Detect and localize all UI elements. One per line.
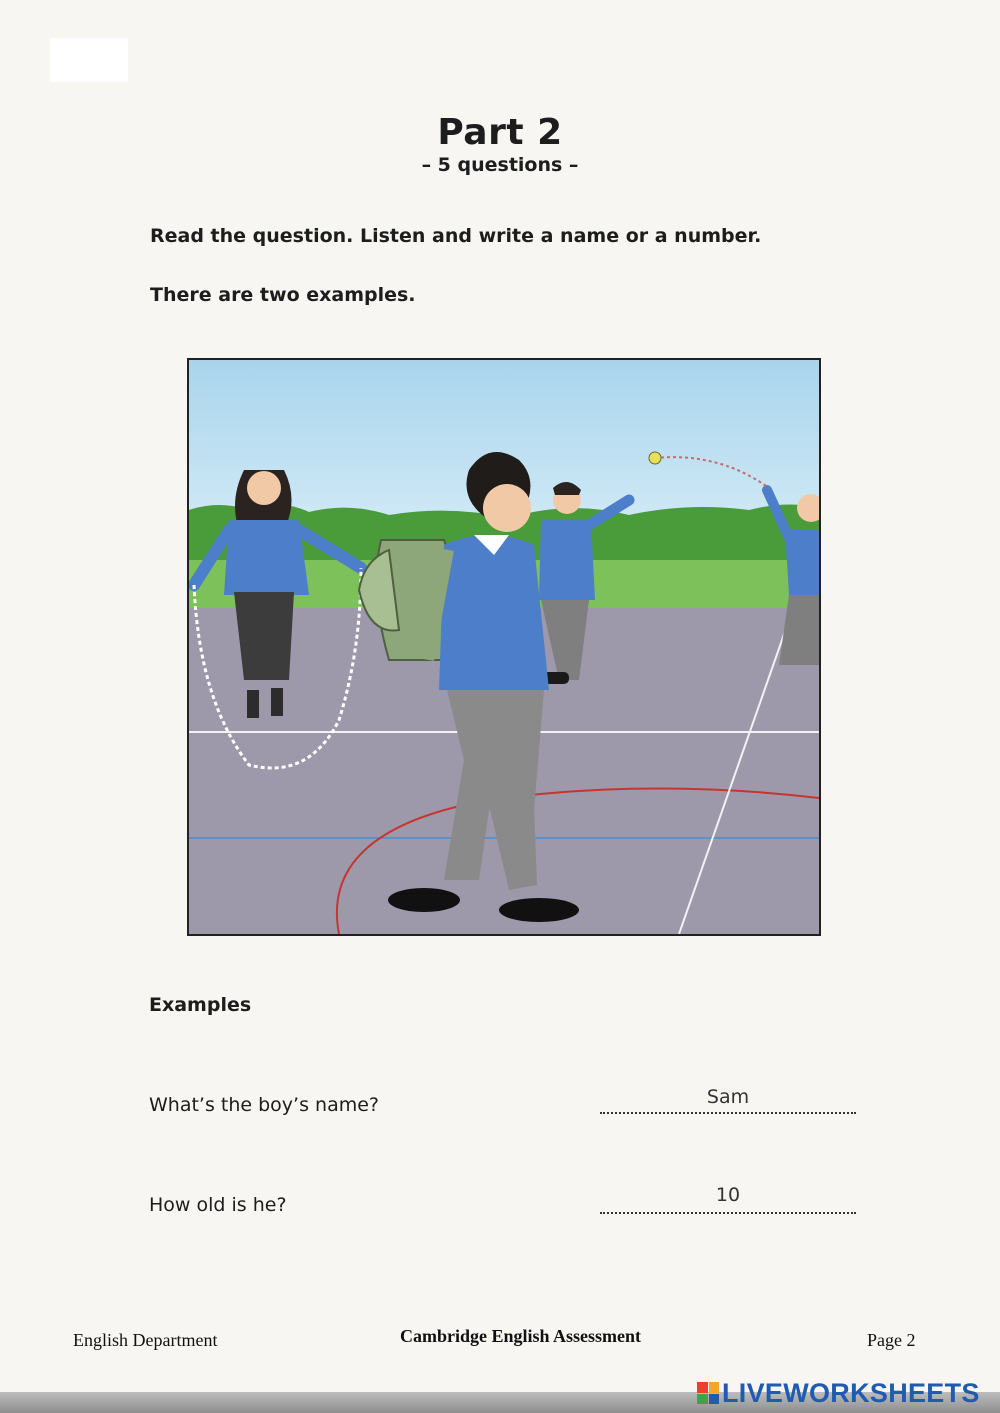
example-question-1: What’s the boy’s name?	[149, 1094, 379, 1116]
example-question-2: How old is he?	[149, 1194, 287, 1216]
footer-assessment: Cambridge English Assessment	[400, 1326, 642, 1346]
example-answer-1: Sam	[706, 1086, 750, 1108]
instruction-text: Read the question. Listen and write a name or a number.	[150, 225, 762, 247]
liveworksheets-logo-icon	[697, 1382, 719, 1404]
example-answer-2: 10	[715, 1184, 741, 1206]
schoolyard-illustration	[187, 358, 821, 936]
footer-department: English Department	[73, 1330, 218, 1350]
liveworksheets-brand[interactable]	[697, 1377, 980, 1409]
answer-line-1[interactable]	[600, 1112, 856, 1114]
examples-note: There are two examples.	[150, 284, 416, 306]
illustration-svg	[189, 360, 819, 934]
page-subtitle: – 5 questions –	[421, 154, 579, 176]
examples-heading: Examples	[149, 994, 252, 1016]
corner-blank-label	[50, 38, 128, 82]
footer-page-number: Page 2	[867, 1330, 916, 1350]
page-title: Part 2	[437, 112, 563, 153]
brand-name: LIVEWORKSHEETS	[722, 1377, 980, 1408]
answer-line-2[interactable]	[600, 1212, 856, 1214]
